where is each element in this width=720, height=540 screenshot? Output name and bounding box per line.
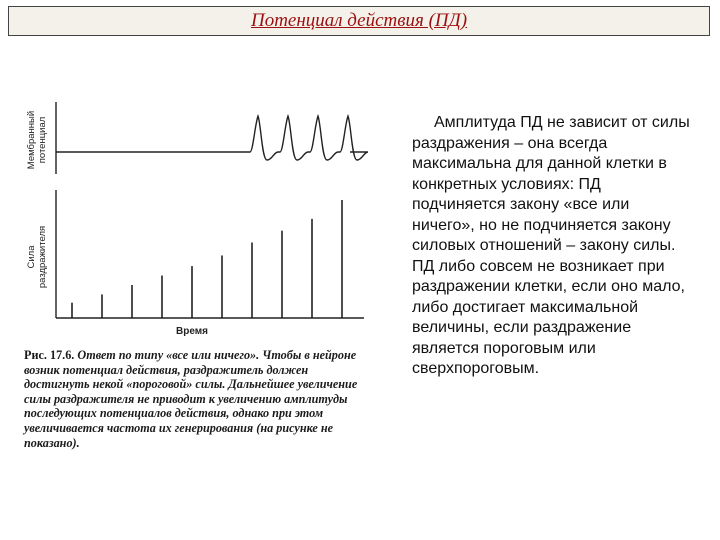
stimulus-bars: [72, 200, 342, 318]
stimulus-label-line2: раздражителя: [37, 225, 48, 289]
slide-title: Потенциал действия (ПД): [250, 10, 468, 31]
time-label: Время: [176, 326, 208, 337]
explanation-text: [412, 113, 690, 380]
action-potential-diagram: [22, 92, 372, 362]
membrane-label-line1: Мембранный: [26, 110, 37, 170]
title-bar: [8, 6, 710, 36]
explanation-paragraph: Амплитуда ПД не зависит от силы раздражения – она всегда максимальна для данной клетки в конкретных условиях: ПД подчиняется закону «все или ничего», но не подчиняется закону силовых отношений – закону силы. ПД либо совсем не возникает при раздражении клетки, если оно мало, либо достигает максимальной величины, если раздражение является пороговым или сверхпороговым.: [412, 114, 690, 377]
figure-caption: [24, 348, 374, 450]
figure: [22, 92, 372, 362]
stimulus-label-line1: Сила: [26, 245, 37, 269]
membrane-potential-trace: [56, 116, 368, 160]
caption-lead: Рис. 17.6.: [24, 348, 75, 362]
membrane-label-line2: потенциал: [37, 116, 48, 164]
caption-text: Ответ по типу «все или ничего». Чтобы в нейроне возник потенциал действия, раздражитель должен достигнуть некой «пороговой» силы. Дальнейшее увеличение силы раздражителя не приводит к увеличению амплитуды последующих потенциалов действия, однако при этом увеличивается частота их генерирования (на рисунке не показано).: [24, 348, 358, 450]
